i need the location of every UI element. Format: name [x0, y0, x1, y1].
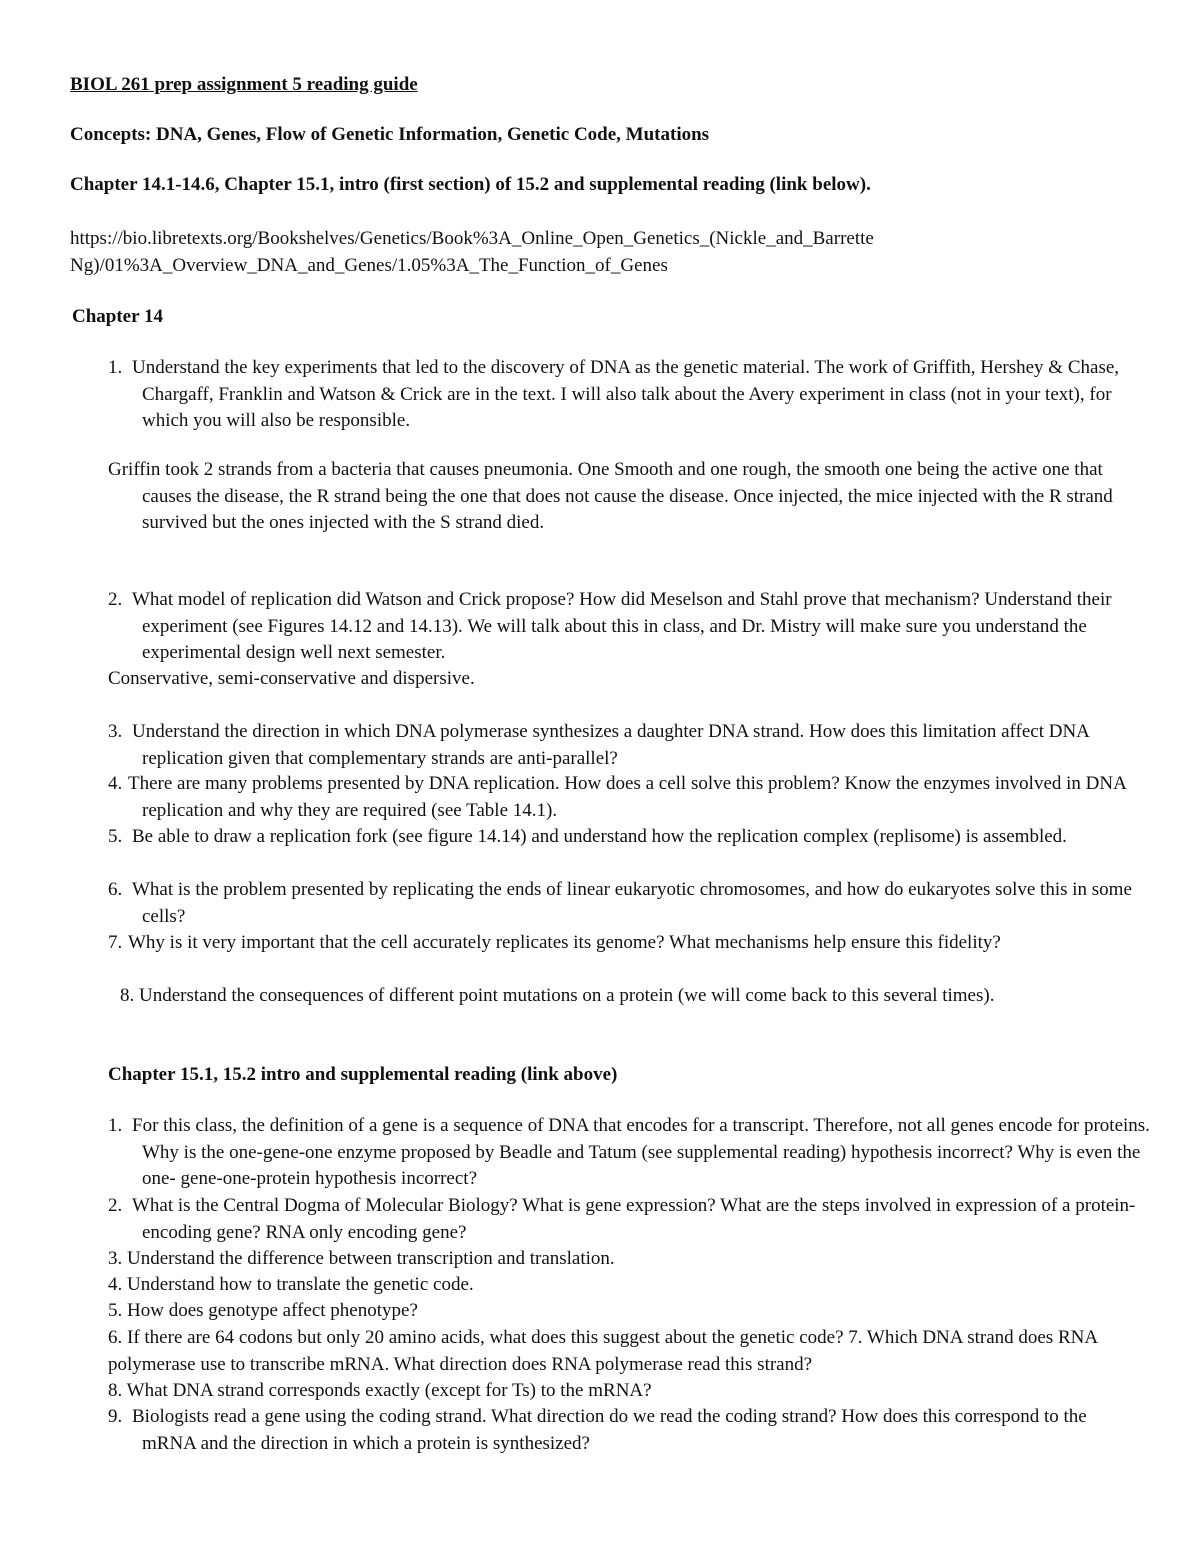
document-title: BIOL 261 prep assignment 5 reading guide — [70, 74, 418, 95]
question-text: Be able to draw a replication fork (see figure 14.14) and understand how the replication complex (replisome) is assembled. — [132, 826, 1067, 847]
ch15-question-5 — [108, 1298, 418, 1325]
question-text: Why is it very important that the cell accurately replicates its genome? What mechanisms help ensure this fidelity? — [128, 932, 1001, 953]
list-number: 5. — [108, 826, 123, 847]
chapter-14-heading: Chapter 14 — [72, 306, 163, 327]
list-number: 4. — [108, 1274, 123, 1295]
answer-2: Conservative, semi-conservative and dispersive. — [108, 668, 475, 689]
question-text: For this class, the definition of a gene is a sequence of DNA that encodes for a transcript. Therefore, not all genes encode for proteins. Why is the one-gene-one enzyme proposed by Beadle and Tatum (see supplemental reading) hypothesis incorrect? Why is even the one- gene-one-protein hypothesis incorrect? — [132, 1115, 1150, 1189]
list-number: 9. — [108, 1406, 123, 1427]
ch14-question-5 — [108, 824, 1152, 851]
question-text: Understand the direction in which DNA polymerase synthesizes a daughter DNA strand. How does this limitation affect DNA replication given that complementary strands are anti-parallel? — [132, 721, 1089, 769]
list-number: 1. — [108, 357, 123, 378]
ch15-question-2 — [108, 1193, 1152, 1246]
ch15-question-4 — [108, 1272, 474, 1299]
list-number: 1. — [108, 1115, 123, 1136]
question-text: Understand how to translate the genetic code. — [127, 1274, 474, 1295]
ch14-question-4 — [108, 771, 1152, 824]
list-number: 8. — [108, 1380, 123, 1401]
ch15-question-1 — [108, 1113, 1167, 1193]
list-number: 8. — [120, 985, 135, 1006]
question-text: What is the Central Dogma of Molecular Biology? What is gene expression? What are the steps involved in expression of a protein-encoding gene? RNA only encoding gene? — [132, 1195, 1136, 1243]
question-text: What model of replication did Watson and Crick propose? How did Meselson and Stahl prove that mechanism? Understand their experiment (see Figures 14.12 and 14.13). We will talk about this in class, and Dr. Mistry will make sure you understand the experimental design well next semester. — [132, 589, 1112, 663]
list-number: 6. — [108, 879, 123, 900]
ch14-question-6 — [108, 877, 1152, 930]
ch14-question-7 — [108, 930, 1152, 957]
concepts-line: Concepts: DNA, Genes, Flow of Genetic Information, Genetic Code, Mutations — [70, 124, 710, 145]
ch14-question-2 — [108, 587, 1152, 667]
list-number: 4. — [108, 773, 123, 794]
supplemental-link-line-2: Ng)/01%3A_Overview_DNA_and_Genes/1.05%3A_The_Function_of_Genes — [70, 255, 668, 276]
list-number: 3. — [108, 721, 123, 742]
question-text: Understand the difference between transcription and translation. — [127, 1248, 615, 1269]
list-number: 2. — [108, 1195, 123, 1216]
question-text: If there are 64 codons but only 20 amino acids, what does this suggest about the genetic code? 7. Which DNA strand does RNA polymerase use to transcribe mRNA. What direction does RNA polymerase read this strand? — [108, 1327, 1098, 1375]
ch14-question-8 — [120, 983, 994, 1010]
ch15-question-6 — [108, 1325, 1108, 1378]
list-number: 2. — [108, 589, 123, 610]
list-number: 6. — [108, 1327, 123, 1348]
question-text: Understand the key experiments that led to the discovery of DNA as the genetic material. The work of Griffith, Hershey & Chase, Chargaff, Franklin and Watson & Crick are in the text. I will also talk about the Avery experiment in class (not in your text), for which you will also be responsible. — [132, 357, 1120, 431]
question-text: What is the problem presented by replicating the ends of linear eukaryotic chromosomes, and how do eukaryotes solve this in some cells? — [132, 879, 1132, 927]
question-text: There are many problems presented by DNA replication. How does a cell solve this problem? Know the enzymes involved in DNA replication and why they are required (see Table 14.1). — [128, 773, 1126, 821]
chapter-15-heading: Chapter 15.1, 15.2 intro and supplemental reading (link above) — [108, 1064, 618, 1085]
ch14-question-3 — [108, 719, 1152, 772]
question-text: Understand the consequences of different point mutations on a protein (we will come back to this several times). — [139, 985, 995, 1006]
question-text: How does genotype affect phenotype? — [127, 1300, 418, 1321]
ch15-question-9 — [108, 1404, 1142, 1457]
list-number: 3. — [108, 1248, 123, 1269]
question-text: What DNA strand corresponds exactly (except for Ts) to the mRNA? — [126, 1380, 652, 1401]
list-number: 5. — [108, 1300, 123, 1321]
ch14-question-1 — [108, 355, 1142, 435]
list-number: 7. — [108, 932, 123, 953]
supplemental-link-line-1: https://bio.libretexts.org/Bookshelves/Genetics/Book%3A_Online_Open_Genetics_(Nickle_and_Barrette — [70, 228, 874, 249]
ch15-question-3 — [108, 1246, 615, 1273]
question-text: Biologists read a gene using the coding strand. What direction do we read the coding strand? How does this correspond to the mRNA and the direction in which a protein is synthesized? — [132, 1406, 1087, 1454]
answer-1: Griffin took 2 strands from a bacteria that causes pneumonia. One Smooth and one rough, the smooth one being the active one that causes the disease, the R strand being the one that does not cause the disease. Once injected, the mice injected with the R strand survived but the ones injected with the S strand died. — [108, 459, 1113, 533]
chapters-line: Chapter 14.1-14.6, Chapter 15.1, intro (first section) of 15.2 and supplemental reading (link below). — [70, 174, 871, 195]
ch15-question-8 — [108, 1378, 652, 1405]
